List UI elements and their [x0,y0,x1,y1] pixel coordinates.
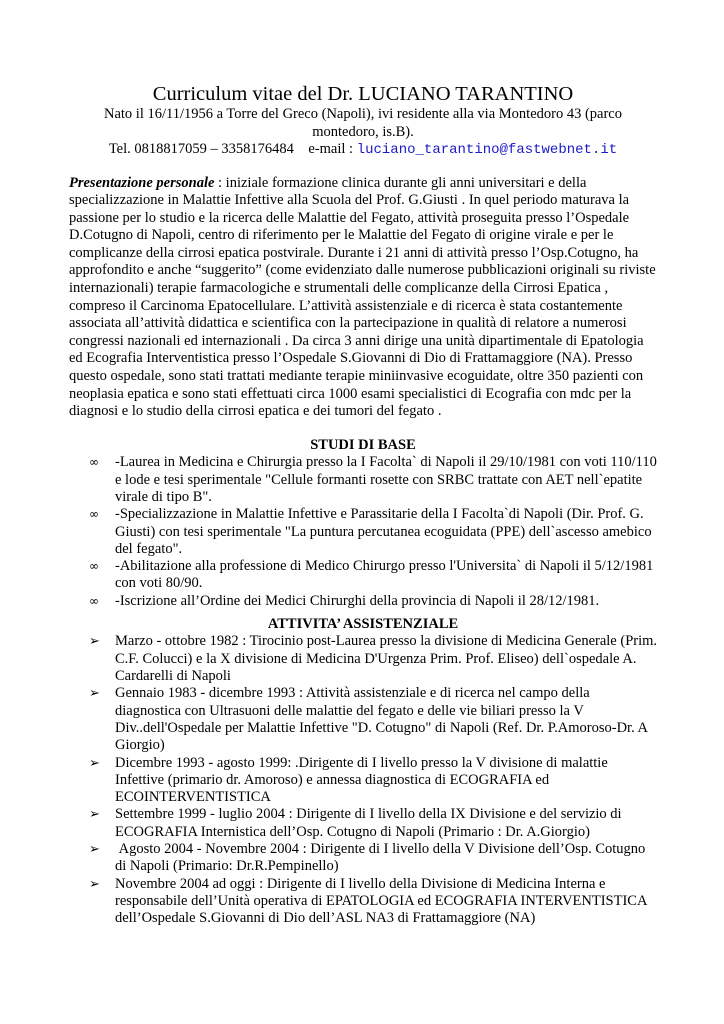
arrow-bullet-icon: ➢ [89,807,100,823]
document-title: Curriculum vitae del Dr. LUCIANO TARANTINO [152,83,574,105]
studi-section-title: STUDI DI BASE [310,436,416,453]
arrow-bullet-icon: ➢ [89,634,100,650]
list-item: ➢ Settembre 1999 - luglio 2004 : Dirigente di I livello della IX Divisione e del servizio di ECOGRAFIA Internistica dell’Osp. Cotugno di Napoli (Primario : Dr. A.Giorgio) [89,806,622,840]
list-item: ➢ Dicembre 1993 - agosto 1999: .Dirigente di I livello presso la V divisione di malattie Infettive (primario dr. Amoroso) e annessa diagnostica di ECOGRAFIA ed ECOINTERVENTISTICA [89,754,608,806]
list-item: ∞ -Laurea in Medicina e Chirurgia presso la I Facolta` di Napoli il 29/10/1981 con voti 110/110 e lode e tesi sperimentale "Cellule formanti rosette con SRBC trattate con AET nell`epatite virale di tipo B". [89,454,657,505]
infinity-bullet-icon: ∞ [89,455,99,470]
contact-line [69,141,657,160]
infinity-bullet-icon: ∞ [89,507,99,522]
birth-info-line-2: montedoro, is.B). [312,123,414,140]
list-item: ➢ Marzo - ottobre 1982 : Tirocinio post-Laurea presso la divisione di Medicina Generale (Prim. C.F. Colucci) e la X divisione di Medicina D'Urgenza Prim. Prof. Eliseo) dell`ospedale A. Cardarelli di Napoli [89,633,658,685]
presentation-text: : iniziale formazione clinica durante gli anni universitari e della specializzazione in Malattie Infettive alla Scuola del Prof. G.Giusti . In quel periodo maturava la passione per lo studio e la ricerca delle Malattie del Fegato, attività proseguita presso l’Ospedale D.Cotugno di Napoli, centro di riferimento per le Malattie del Fegato di origine virale e per le complicanze della cirrosi epatica postvirale. Durante i 21 anni di attività presso l’Osp.Cotugno, ha approfondito e anche “suggerito” (come evidenziato dalle numerose pubblicazioni originali su riviste internazionali) terapie farmacologiche e strumentali delle complicanze della Cirrosi Epatica , compreso il Carcinoma Epatocellulare. L’attività assistenziale e di ricerca è stata costantemente associata all’attività didattica e scientifica con la partecipazione in qualità di relatore a numerosi congressi nazionali ed internazionali . Da circa 3 anni dirige una unità dipartimentale di Epatologia ed Ecografia Interventistica presso l’Ospedale S.Giovanni di Dio di Frattamaggiore (NA). Presso questo ospedale, sono stati trattati mediante terapie miniinvasive ecoguidate, oltre 350 pazienti con neoplasia epatica e sono stati effettuati circa 1000 esami specialistici di Ecografia con mdc per la diagnosi e lo studio della cirrosi epatica e dei tumori del fegato . [69,174,656,420]
infinity-bullet-icon: ∞ [89,593,99,608]
arrow-bullet-icon: ➢ [89,686,100,702]
list-item: ∞ -Specializzazione in Malattie Infettive e Parassitarie della I Facolta`di Napoli (Dir. Prof. G. Giusti) con tesi sperimentale "La puntura percutanea ecoguidata (PPE) dell`ascesso amebico del fegato". [89,506,652,557]
attivita-list [69,633,657,927]
studi-list [69,454,657,610]
document-page [69,82,657,928]
presentation-label: Presentazione personale [69,174,215,191]
attivita-section-title: ATTIVITA’ ASSISTENZIALE [267,615,459,632]
arrow-bullet-icon: ➢ [89,876,100,892]
birth-info-line-1: Nato il 16/11/1956 a Torre del Greco (Napoli), ivi residente alla via Montedoro 43 (parco [103,106,622,122]
list-item: ➢ Gennaio 1983 - dicembre 1993 : Attività assistenziale e di ricerca nel campo della diagnostica con Ultrasuoni delle malattie del fegato e delle vie biliari presso la V Div..dell'Ospedale per Malattie Infettive "D. Cotugno" di Napoli (Ref. Dr. P.Amoroso-Dr. A Giorgio) [89,685,648,754]
list-item: ➢ Agosto 2004 - Novembre 2004 : Dirigente di I livello della V Divisione dell’Osp. Cotugno di Napoli (Primario: Dr.R.Pempinello) [89,841,649,875]
arrow-bullet-icon: ➢ [89,755,100,771]
presentation-paragraph [69,175,657,421]
email-link[interactable]: luciano_tarantino@fastwebnet.it [356,142,618,158]
infinity-bullet-icon: ∞ [89,559,99,574]
list-item: ∞ -Abilitazione alla professione di Medico Chirurgo presso l'Universita` di Napoli il 5/12/1981 con voti 80/90. [89,558,654,592]
phone-info: Tel. 0818817059 – 3358176484 e-mail : [108,141,357,157]
list-item: ➢ Novembre 2004 ad oggi : Dirigente di I livello della Divisione di Medicina Interna e responsabile dell’Unità operativa di EPATOLOGIA ed ECOGRAFIA INTERVENTISTICA dell’Ospedale S.Giovanni di Dio dell’ASL NA3 di Frattamaggiore (NA) [89,875,647,927]
arrow-bullet-icon: ➢ [89,842,100,858]
list-item: ∞ -Iscrizione all’Ordine dei Medici Chirurghi della provincia di Napoli il 28/12/1981. [89,592,600,609]
